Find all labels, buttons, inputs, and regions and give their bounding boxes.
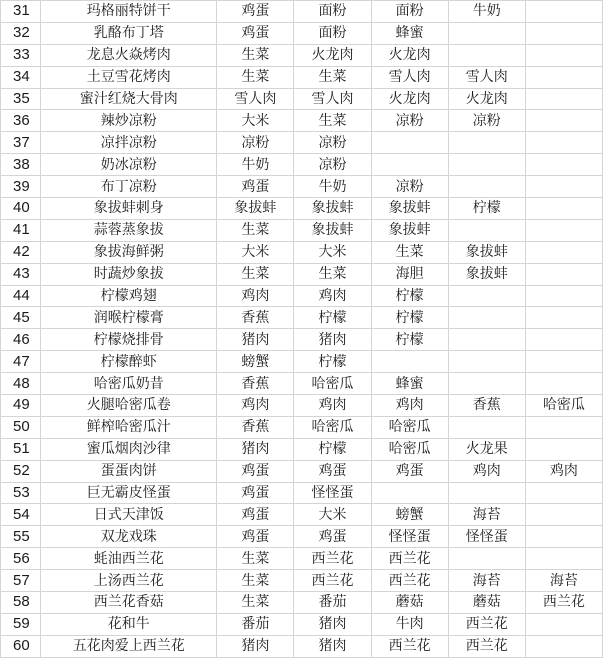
table-row [1,44,603,66]
ingredient-3-cell[interactable]: 柠檬 [371,285,448,307]
row-number-cell[interactable]: 50 [1,416,41,438]
ingredient-5-cell[interactable] [525,176,602,198]
ingredient-1-cell[interactable]: 象拔蚌 [217,198,294,220]
ingredient-2-cell[interactable]: 鸡蛋 [294,460,371,482]
ingredient-4-cell[interactable]: 火龙果 [448,438,525,460]
ingredient-4-cell[interactable]: 怪怪蛋 [448,526,525,548]
ingredient-4-cell[interactable] [448,307,525,329]
ingredient-1-cell[interactable]: 雪人肉 [217,88,294,110]
ingredient-4-cell[interactable]: 海苔 [448,570,525,592]
table-row [1,504,603,526]
ingredient-1-cell[interactable]: 生菜 [217,66,294,88]
recipe-name-cell[interactable]: 蜜瓜烟肉沙律 [41,438,217,460]
recipe-name-cell[interactable]: 玛格丽特饼干 [41,1,217,23]
ingredient-3-cell[interactable]: 蜂蜜 [371,373,448,395]
ingredient-5-cell[interactable] [525,263,602,285]
ingredient-2-cell[interactable]: 怪怪蛋 [294,482,371,504]
recipe-name-cell[interactable]: 象拔蚌刺身 [41,198,217,220]
ingredient-5-cell[interactable] [525,482,602,504]
ingredient-1-cell[interactable]: 大米 [217,241,294,263]
table-row [1,613,603,635]
table-row [1,307,603,329]
ingredient-5-cell[interactable] [525,219,602,241]
ingredient-4-cell[interactable]: 雪人肉 [448,66,525,88]
row-number-cell[interactable]: 40 [1,198,41,220]
ingredient-3-cell[interactable]: 蘑菇 [371,592,448,614]
table-row [1,132,603,154]
ingredient-5-cell[interactable]: 鸡肉 [525,460,602,482]
ingredient-4-cell[interactable] [448,373,525,395]
ingredient-2-cell[interactable]: 柠檬 [294,438,371,460]
table-row [1,592,603,614]
ingredient-1-cell[interactable]: 生菜 [217,548,294,570]
ingredient-3-cell[interactable]: 生菜 [371,241,448,263]
ingredient-3-cell[interactable] [371,482,448,504]
ingredient-1-cell[interactable]: 生菜 [217,44,294,66]
ingredient-4-cell[interactable] [448,44,525,66]
table-row [1,263,603,285]
recipe-name-cell[interactable]: 布丁凉粉 [41,176,217,198]
ingredient-4-cell[interactable]: 柠檬 [448,198,525,220]
ingredient-1-cell[interactable]: 鸡蛋 [217,482,294,504]
ingredient-2-cell[interactable]: 鸡蛋 [294,526,371,548]
ingredient-3-cell[interactable]: 螃蟹 [371,504,448,526]
ingredient-3-cell[interactable]: 牛肉 [371,613,448,635]
ingredient-1-cell[interactable]: 生菜 [217,219,294,241]
row-number-cell[interactable]: 32 [1,22,41,44]
ingredient-5-cell[interactable] [525,635,602,657]
recipe-name-cell[interactable]: 鲜榨哈密瓜汁 [41,416,217,438]
table-row [1,88,603,110]
table-row [1,570,603,592]
ingredient-5-cell[interactable] [525,438,602,460]
ingredient-2-cell[interactable]: 柠檬 [294,351,371,373]
recipe-name-cell[interactable]: 蒜蓉蒸象拔 [41,219,217,241]
ingredient-5-cell[interactable] [525,416,602,438]
ingredient-1-cell[interactable]: 鸡蛋 [217,460,294,482]
ingredient-5-cell[interactable] [525,526,602,548]
table-row [1,219,603,241]
recipe-name-cell[interactable]: 双龙戏珠 [41,526,217,548]
ingredient-4-cell[interactable] [448,132,525,154]
recipe-name-cell[interactable]: 火腿哈密瓜卷 [41,395,217,417]
recipe-name-cell[interactable]: 蛋蛋肉饼 [41,460,217,482]
row-number-cell[interactable]: 53 [1,482,41,504]
row-number-cell[interactable]: 42 [1,241,41,263]
ingredient-4-cell[interactable] [448,22,525,44]
ingredient-1-cell[interactable]: 香蕉 [217,307,294,329]
ingredient-3-cell[interactable]: 象拔蚌 [371,198,448,220]
row-number-cell[interactable]: 34 [1,66,41,88]
ingredient-3-cell[interactable]: 西兰花 [371,548,448,570]
ingredient-5-cell[interactable] [525,329,602,351]
ingredient-2-cell[interactable]: 猪肉 [294,635,371,657]
ingredient-3-cell[interactable] [371,132,448,154]
row-number-cell[interactable]: 52 [1,460,41,482]
row-number-cell[interactable]: 46 [1,329,41,351]
ingredient-2-cell[interactable]: 凉粉 [294,154,371,176]
ingredient-4-cell[interactable] [448,154,525,176]
ingredient-5-cell[interactable] [525,88,602,110]
ingredient-1-cell[interactable]: 牛奶 [217,154,294,176]
ingredient-5-cell[interactable] [525,351,602,373]
recipe-table-body [1,1,603,658]
ingredient-3-cell[interactable]: 火龙肉 [371,44,448,66]
ingredient-2-cell[interactable]: 哈密瓜 [294,373,371,395]
ingredient-3-cell[interactable]: 哈密瓜 [371,438,448,460]
ingredient-2-cell[interactable]: 生菜 [294,66,371,88]
ingredient-5-cell[interactable] [525,613,602,635]
ingredient-3-cell[interactable]: 蜂蜜 [371,22,448,44]
ingredient-5-cell[interactable] [525,548,602,570]
ingredient-3-cell[interactable]: 凉粉 [371,176,448,198]
ingredient-3-cell[interactable] [371,154,448,176]
row-number-cell[interactable]: 33 [1,44,41,66]
ingredient-4-cell[interactable] [448,482,525,504]
ingredient-2-cell[interactable]: 猪肉 [294,613,371,635]
table-row [1,548,603,570]
row-number-cell[interactable]: 35 [1,88,41,110]
row-number-cell[interactable]: 57 [1,570,41,592]
ingredient-3-cell[interactable]: 面粉 [371,1,448,23]
ingredient-1-cell[interactable]: 大米 [217,110,294,132]
ingredient-5-cell[interactable] [525,198,602,220]
row-number-cell[interactable]: 48 [1,373,41,395]
ingredient-4-cell[interactable] [448,219,525,241]
table-row [1,22,603,44]
table-row [1,198,603,220]
table-row [1,416,603,438]
table-row [1,395,603,417]
table-row [1,176,603,198]
ingredient-2-cell[interactable]: 大米 [294,241,371,263]
recipe-name-cell[interactable]: 土豆雪花烤肉 [41,66,217,88]
recipe-name-cell[interactable]: 辣炒凉粉 [41,110,217,132]
row-number-cell[interactable]: 45 [1,307,41,329]
ingredient-3-cell[interactable]: 哈密瓜 [371,416,448,438]
recipe-name-cell[interactable]: 乳酪布丁塔 [41,22,217,44]
recipe-name-cell[interactable]: 龙息火焱烤肉 [41,44,217,66]
table-row [1,154,603,176]
ingredient-5-cell[interactable] [525,1,602,23]
recipe-name-cell[interactable]: 五花肉爱上西兰花 [41,635,217,657]
ingredient-1-cell[interactable]: 香蕉 [217,416,294,438]
ingredient-1-cell[interactable]: 猪肉 [217,438,294,460]
ingredient-2-cell[interactable]: 面粉 [294,22,371,44]
row-number-cell[interactable]: 44 [1,285,41,307]
ingredient-3-cell[interactable]: 鸡肉 [371,395,448,417]
ingredient-5-cell[interactable] [525,285,602,307]
table-row [1,635,603,657]
ingredient-2-cell[interactable]: 生菜 [294,110,371,132]
ingredient-3-cell[interactable]: 西兰花 [371,570,448,592]
ingredient-1-cell[interactable]: 鸡肉 [217,395,294,417]
ingredient-5-cell[interactable] [525,154,602,176]
ingredient-4-cell[interactable] [448,416,525,438]
table-row [1,373,603,395]
ingredient-1-cell[interactable]: 鸡蛋 [217,176,294,198]
ingredient-4-cell[interactable]: 鸡肉 [448,460,525,482]
ingredient-2-cell[interactable]: 面粉 [294,1,371,23]
recipe-name-cell[interactable]: 上汤西兰花 [41,570,217,592]
ingredient-5-cell[interactable] [525,307,602,329]
ingredient-2-cell[interactable]: 大米 [294,504,371,526]
ingredient-3-cell[interactable]: 火龙肉 [371,88,448,110]
recipe-name-cell[interactable]: 花和牛 [41,613,217,635]
row-number-cell[interactable]: 43 [1,263,41,285]
ingredient-1-cell[interactable]: 猪肉 [217,635,294,657]
table-row [1,460,603,482]
ingredient-1-cell[interactable]: 鸡蛋 [217,1,294,23]
row-number-cell[interactable]: 51 [1,438,41,460]
ingredient-1-cell[interactable]: 鸡肉 [217,285,294,307]
recipe-name-cell[interactable]: 凉拌凉粉 [41,132,217,154]
ingredient-4-cell[interactable]: 海苔 [448,504,525,526]
ingredient-3-cell[interactable]: 凉粉 [371,110,448,132]
ingredient-2-cell[interactable]: 雪人肉 [294,88,371,110]
ingredient-4-cell[interactable]: 象拔蚌 [448,241,525,263]
ingredient-3-cell[interactable]: 鸡蛋 [371,460,448,482]
ingredient-5-cell[interactable]: 哈密瓜 [525,395,602,417]
ingredient-5-cell[interactable] [525,44,602,66]
ingredient-3-cell[interactable] [371,351,448,373]
row-number-cell[interactable]: 56 [1,548,41,570]
ingredient-1-cell[interactable]: 凉粉 [217,132,294,154]
ingredient-4-cell[interactable]: 西兰花 [448,635,525,657]
recipe-name-cell[interactable]: 蜜汁红烧大骨肉 [41,88,217,110]
ingredient-5-cell[interactable]: 西兰花 [525,592,602,614]
ingredient-2-cell[interactable]: 西兰花 [294,570,371,592]
ingredient-3-cell[interactable]: 海胆 [371,263,448,285]
table-row [1,351,603,373]
ingredient-5-cell[interactable] [525,22,602,44]
ingredient-1-cell[interactable]: 生菜 [217,263,294,285]
table-row [1,438,603,460]
ingredient-2-cell[interactable]: 哈密瓜 [294,416,371,438]
ingredient-4-cell[interactable]: 象拔蚌 [448,263,525,285]
row-number-cell[interactable]: 54 [1,504,41,526]
ingredient-2-cell[interactable]: 凉粉 [294,132,371,154]
row-number-cell[interactable]: 55 [1,526,41,548]
recipe-name-cell[interactable]: 哈密瓜奶昔 [41,373,217,395]
ingredient-5-cell[interactable] [525,504,602,526]
ingredient-5-cell[interactable] [525,66,602,88]
row-number-cell[interactable]: 49 [1,395,41,417]
ingredient-2-cell[interactable]: 象拔蚌 [294,198,371,220]
recipe-name-cell[interactable]: 柠檬鸡翅 [41,285,217,307]
table-row [1,241,603,263]
ingredient-4-cell[interactable] [448,351,525,373]
ingredient-1-cell[interactable]: 猪肉 [217,329,294,351]
recipe-name-cell[interactable]: 润喉柠檬膏 [41,307,217,329]
row-number-cell[interactable]: 31 [1,1,41,23]
table-row [1,110,603,132]
table-row [1,329,603,351]
ingredient-1-cell[interactable]: 香蕉 [217,373,294,395]
ingredient-3-cell[interactable]: 柠檬 [371,329,448,351]
row-number-cell[interactable]: 47 [1,351,41,373]
ingredient-1-cell[interactable]: 鸡蛋 [217,526,294,548]
ingredient-5-cell[interactable] [525,132,602,154]
row-number-cell[interactable]: 59 [1,613,41,635]
ingredient-2-cell[interactable]: 番茄 [294,592,371,614]
ingredient-2-cell[interactable]: 柠檬 [294,307,371,329]
ingredient-3-cell[interactable]: 柠檬 [371,307,448,329]
ingredient-2-cell[interactable]: 牛奶 [294,176,371,198]
row-number-cell[interactable]: 36 [1,110,41,132]
table-row [1,66,603,88]
ingredient-1-cell[interactable]: 番茄 [217,613,294,635]
table-row [1,285,603,307]
ingredient-3-cell[interactable]: 西兰花 [371,635,448,657]
row-number-cell[interactable]: 37 [1,132,41,154]
ingredient-2-cell[interactable]: 鸡肉 [294,395,371,417]
ingredient-3-cell[interactable]: 怪怪蛋 [371,526,448,548]
recipe-name-cell[interactable]: 西兰花香菇 [41,592,217,614]
ingredient-4-cell[interactable]: 蘑菇 [448,592,525,614]
ingredient-2-cell[interactable]: 猪肉 [294,329,371,351]
ingredient-4-cell[interactable]: 火龙肉 [448,88,525,110]
table-row [1,1,603,23]
ingredient-5-cell[interactable]: 海苔 [525,570,602,592]
ingredient-1-cell[interactable]: 生菜 [217,570,294,592]
ingredient-2-cell[interactable]: 生菜 [294,263,371,285]
ingredient-4-cell[interactable] [448,548,525,570]
ingredient-2-cell[interactable]: 西兰花 [294,548,371,570]
ingredient-4-cell[interactable]: 西兰花 [448,613,525,635]
ingredient-1-cell[interactable]: 螃蟹 [217,351,294,373]
table-row [1,526,603,548]
recipe-name-cell[interactable]: 象拔海鲜粥 [41,241,217,263]
ingredient-4-cell[interactable] [448,329,525,351]
table-row [1,482,603,504]
ingredient-2-cell[interactable]: 鸡肉 [294,285,371,307]
ingredient-3-cell[interactable]: 雪人肉 [371,66,448,88]
ingredient-4-cell[interactable] [448,176,525,198]
row-number-cell[interactable]: 38 [1,154,41,176]
ingredient-3-cell[interactable]: 象拔蚌 [371,219,448,241]
row-number-cell[interactable]: 39 [1,176,41,198]
recipe-name-cell[interactable]: 柠檬醉虾 [41,351,217,373]
ingredient-5-cell[interactable] [525,110,602,132]
recipe-name-cell[interactable]: 柠檬烧排骨 [41,329,217,351]
ingredient-5-cell[interactable] [525,241,602,263]
row-number-cell[interactable]: 58 [1,592,41,614]
ingredient-1-cell[interactable]: 生菜 [217,592,294,614]
row-number-cell[interactable]: 41 [1,219,41,241]
ingredient-4-cell[interactable]: 凉粉 [448,110,525,132]
ingredient-1-cell[interactable]: 鸡蛋 [217,504,294,526]
ingredient-1-cell[interactable]: 鸡蛋 [217,22,294,44]
ingredient-4-cell[interactable] [448,285,525,307]
ingredient-4-cell[interactable]: 牛奶 [448,1,525,23]
recipe-name-cell[interactable]: 蚝油西兰花 [41,548,217,570]
ingredient-2-cell[interactable]: 象拔蚌 [294,219,371,241]
ingredient-4-cell[interactable]: 香蕉 [448,395,525,417]
ingredient-2-cell[interactable]: 火龙肉 [294,44,371,66]
recipe-name-cell[interactable]: 日式天津饭 [41,504,217,526]
recipe-name-cell[interactable]: 巨无霸皮怪蛋 [41,482,217,504]
recipe-name-cell[interactable]: 时蔬炒象拔 [41,263,217,285]
recipe-name-cell[interactable]: 奶冰凉粉 [41,154,217,176]
row-number-cell[interactable]: 60 [1,635,41,657]
ingredient-5-cell[interactable] [525,373,602,395]
